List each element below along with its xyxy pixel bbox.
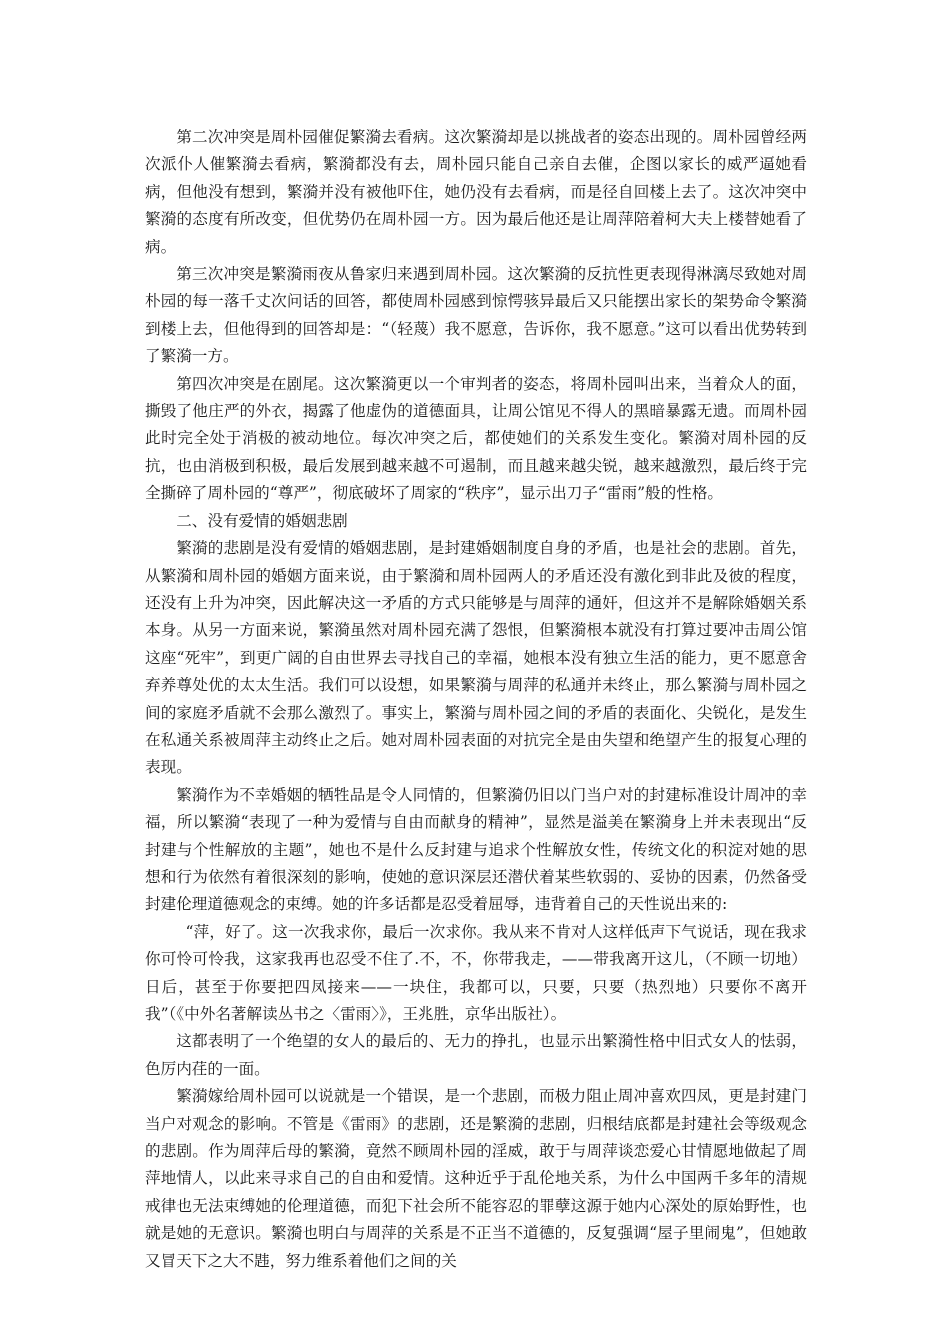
paragraph-marriage-mistake: 繁漪嫁给周朴园可以说就是一个错误，是一个悲剧，而极力阻止周冲喜欢四凤，更是封建门当户对观念的影响。不管是《雷雨》的悲剧，还是繁漪的悲剧，归根结底都是封建社会等级观念的悲剧。作为周萍后母的繁漪，竟然不顾周朴园的淫威，敢于与周萍谈恋爱心甘情愿地做起了周萍地情人，以此来寻求自己的自由和爱情。这种近乎于乱伦地关系，为什么中国两千多年的清规戒律也无法束缚她的伦理道德，而犯下社会所不能容忍的罪孽这源于她内心深处的原始野性，也就是她的无意识。繁漪也明白与周萍的关系是不正当不道德的，反复强调“屋子里闹鬼”，但她敢又冒天下之大不韪，努力维系着他们之间的关 bbox=[145, 1087, 807, 1270]
paragraph-fourth-conflict: 第四次冲突是在剧尾。这次繁漪更以一个审判者的姿态，将周朴园叫出来，当着众人的面，撕毁了他庄严的外衣，揭露了他虚伪的道德面具，让周公馆见不得人的黑暗暴露无遗。而周朴园此时完全处于消极的被动地位。每次冲突之后，都使她们的关系发生变化。繁漪对周朴园的反抗，也由消极到积极，最后发展到越来越不可遏制，而且越来越尖锐，越来越激烈，最后终于完全撕碎了周朴园的“尊严”，彻底破坏了周家的“秩序”，显示出刀子“雷雨”般的性格。 bbox=[145, 374, 807, 503]
paragraph-third-conflict: 第三次冲突是繁漪雨夜从鲁家归来遇到周朴园。这次繁漪的反抗性更表现得淋漓尽致她对周朴园的每一落千丈次问话的回答，都使周朴园感到惊愕骇异最后又只能摆出家长的架势命令繁漪到楼上去，但他得到的回答却是：“（轻蔑）我不愿意，告诉你，我不愿意。”这可以看出优势转到了繁漪一方。 bbox=[145, 265, 807, 366]
document-page bbox=[145, 124, 807, 1275]
paragraph-victim: 繁漪作为不幸婚姻的牺牲品是令人同情的，但繁漪仍旧以门当户对的封建标准设计周冲的幸福，所以繁漪“表现了一种为爱情与自由而献身的精神”，显然是溢美在繁漪身上并未表现出“反封建与个性解放的主题”，她也不是什么反封建与追求个性解放女性，传统文化的积淀对她的思想和行为依然有着很深刻的影响，使她的意识深层还潜伏着某些软弱的、妥协的因素，仍然备受封建伦理道德观念的束缚。她的许多话都是忍受着屈辱，违背着自己的天性说出来的: bbox=[145, 785, 807, 914]
section-heading: 二、没有爱情的婚姻悲剧 bbox=[176, 511, 348, 530]
paragraph-second-conflict: 第二次冲突是周朴园催促繁漪去看病。这次繁漪却是以挑战者的姿态出现的。周朴园曾经两次派仆人催繁漪去看病，繁漪都没有去，周朴园只能自己亲自去催，企图以家长的威严逼她看病，但他没有想到，繁漪并没有被他吓住，她仍没有去看病，而是径自回楼上去了。这次冲突中繁漪的态度有所改变，但优势仍在周朴园一方。因为最后他还是让周萍陪着柯大夫上楼替她看了病。 bbox=[145, 128, 807, 256]
paragraph-despair: 这都表明了一个绝望的女人的最后的、无力的挣扎，也显示出繁漪性格中旧式女人的怯弱，色厉内荏的一面。 bbox=[145, 1032, 807, 1078]
block-quote: “萍，好了。这一次我求你，最后一次求你。我从来不肯对人这样低声下气说话，现在我求你可怜可怜我，这家我再也忍受不住了.不，不，你带我走，——带我离开这儿，（不顾一切地）日后，甚至于你要把四凤接来——一块住，我都可以，只要，只要（热烈地）只要你不离开我”（《中外名著解读丛书之〈雷雨〉》，王兆胜，京华出版社）。 bbox=[145, 922, 807, 1023]
paragraph-loveless-marriage: 繁漪的悲剧是没有爱情的婚姻悲剧，是封建婚姻制度自身的矛盾，也是社会的悲剧。首先，从繁漪和周朴园的婚姻方面来说，由于繁漪和周朴园两人的矛盾还没有激化到非此及彼的程度，还没有上升为冲突，因此解决这一矛盾的方式只能够是与周萍的通奸，但这并不是解除婚姻关系本身。从另一方面来说，繁漪虽然对周朴园充满了怨恨，但繁漪根本就没有打算过要冲击周公馆这座“死牢”，到更广阔的自由世界去寻找自己的幸福，她根本没有独立生活的能力，更不愿意舍弃养尊处优的太太生活。我们可以设想，如果繁漪与周萍的私通并未终止，那么繁漪与周朴园之间的家庭矛盾就不会那么激烈了。事实上，繁漪与周朴园之间的矛盾的表面化、尖锐化，是发生在私通关系被周萍主动终止之后。她对周朴园表面的对抗完全是由失望和绝望产生的报复心理的表现。 bbox=[145, 539, 807, 777]
